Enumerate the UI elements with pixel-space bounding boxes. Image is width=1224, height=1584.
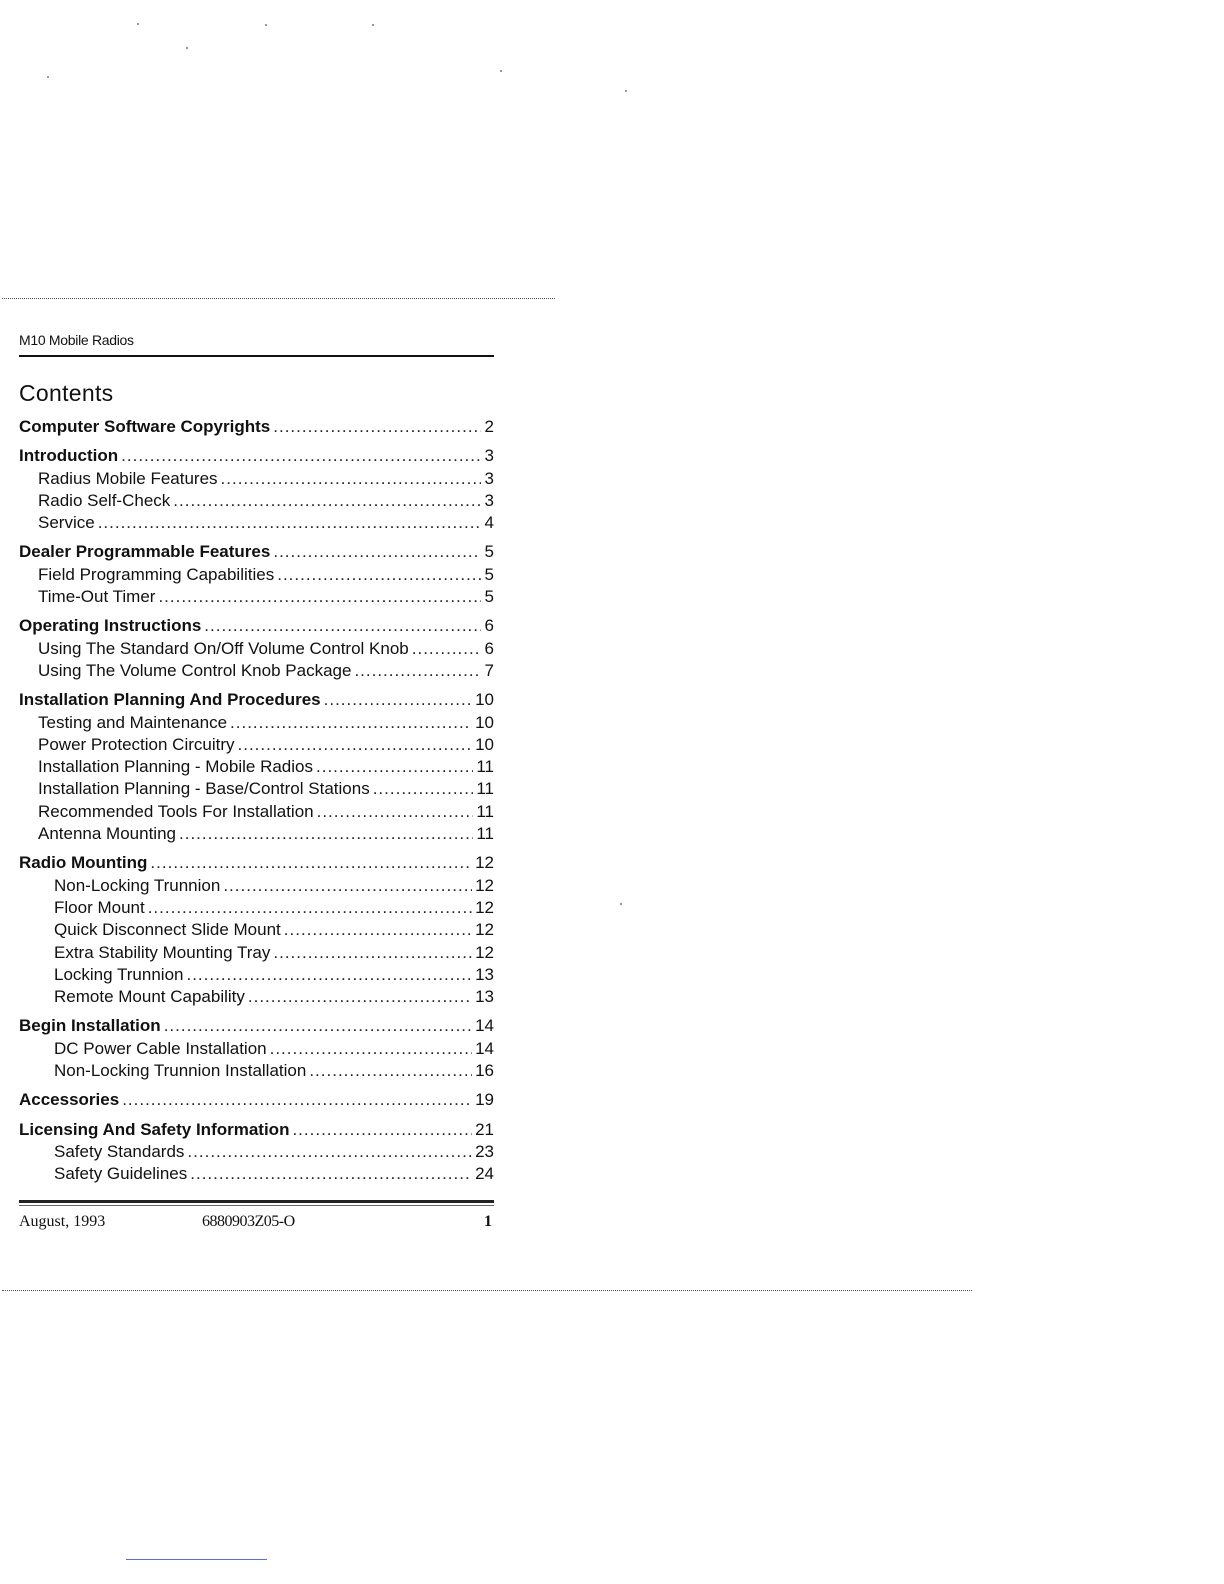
dot-leader — [164, 1015, 472, 1037]
dot-leader — [98, 512, 481, 534]
footer-rule — [19, 1200, 494, 1203]
dot-leader — [186, 964, 472, 986]
dot-leader — [273, 942, 472, 964]
toc-entry-title: Operating Instructions — [19, 616, 202, 636]
toc-section — [19, 416, 494, 438]
toc-page-number: 10 — [475, 690, 494, 710]
scan-speck — [372, 24, 374, 26]
dot-leader — [221, 468, 481, 490]
footer-rule-thin — [19, 1205, 494, 1206]
toc-subentry[interactable] — [19, 564, 494, 586]
toc-page-number: 6 — [484, 616, 494, 636]
toc-page-number: 5 — [484, 564, 494, 584]
toc-page-number: 11 — [476, 757, 494, 777]
toc-entry-title: Computer Software Copyrights — [19, 417, 271, 436]
toc-entry-title: Licensing And Safety Information — [19, 1119, 290, 1139]
toc-page-number: 6 — [484, 638, 494, 658]
scan-speck — [500, 70, 502, 72]
toc-section — [19, 541, 494, 608]
dot-leader — [284, 919, 472, 941]
toc-entry-title: Using The Volume Control Knob Package — [38, 660, 352, 680]
toc-subentry[interactable] — [19, 660, 494, 682]
toc-section-heading[interactable] — [19, 1089, 494, 1111]
toc-section — [19, 1015, 494, 1082]
toc-page-number: 4 — [484, 513, 494, 533]
running-header: M10 Mobile Radios — [19, 332, 134, 348]
scan-speck — [620, 903, 622, 905]
dot-leader — [277, 564, 481, 586]
toc-entry-title: Non-Locking Trunnion — [54, 875, 221, 895]
toc-page-number: 12 — [475, 897, 494, 917]
dot-leader — [148, 897, 472, 919]
toc-section — [19, 615, 494, 682]
toc-entry-title: Installation Planning And Procedures — [19, 690, 321, 710]
toc-subentry[interactable] — [19, 734, 494, 756]
toc-subentry[interactable] — [19, 986, 494, 1008]
toc-page-number: 19 — [475, 1090, 494, 1110]
footer-page-number: 1 — [484, 1212, 492, 1230]
scan-bottom-mark — [126, 1559, 267, 1560]
toc-entry-title: Power Protection Circuitry — [38, 734, 235, 754]
toc-section — [19, 1089, 494, 1111]
toc-page-number: 5 — [484, 542, 494, 562]
toc-page-number: 24 — [475, 1164, 494, 1184]
toc-entry-title: Accessories — [19, 1090, 120, 1110]
toc-subentry[interactable] — [19, 823, 494, 845]
header-rule — [19, 355, 494, 357]
toc-entry-title: Time-Out Timer — [38, 587, 156, 607]
dot-leader — [122, 1089, 472, 1111]
toc-entry-title: Radio Self-Check — [38, 490, 171, 510]
toc-entry-title: Quick Disconnect Slide Mount — [54, 920, 281, 940]
scan-speck — [47, 76, 49, 78]
toc-section-heading[interactable] — [19, 852, 494, 874]
dot-leader — [223, 875, 472, 897]
toc-section — [19, 852, 494, 1008]
toc-entry-title: Locking Trunnion — [54, 964, 184, 984]
toc-section — [19, 689, 494, 845]
toc-page-number: 14 — [475, 1016, 494, 1036]
toc-subentry[interactable] — [19, 1060, 494, 1082]
toc-section-heading[interactable] — [19, 541, 494, 563]
toc-section — [19, 445, 494, 534]
toc-entry-title: Dealer Programmable Features — [19, 542, 271, 562]
dot-leader — [373, 778, 474, 800]
toc-entry-title: Introduction — [19, 446, 119, 466]
toc-entry-title: Extra Stability Mounting Tray — [54, 942, 271, 962]
dot-leader — [230, 712, 472, 734]
dot-leader — [238, 734, 473, 756]
toc-entry-title: Remote Mount Capability — [54, 987, 245, 1007]
toc-page-number: 12 — [475, 942, 494, 962]
toc-subentry[interactable] — [19, 712, 494, 734]
dot-leader — [273, 541, 481, 563]
toc-section — [19, 1119, 494, 1186]
contents-page — [19, 322, 494, 1237]
toc-page-number: 5 — [484, 587, 494, 607]
toc-section-heading[interactable] — [19, 416, 494, 438]
toc-subentry[interactable] — [19, 638, 494, 660]
toc-page-number: 16 — [475, 1061, 494, 1081]
toc-subentry[interactable] — [19, 875, 494, 897]
toc-subentry[interactable] — [19, 897, 494, 919]
dot-leader — [121, 445, 481, 467]
toc-entry-title: Safety Guidelines — [54, 1164, 188, 1184]
toc-subentry[interactable] — [19, 512, 494, 534]
toc-section-heading[interactable] — [19, 615, 494, 637]
dot-leader — [324, 689, 472, 711]
dot-leader — [150, 852, 472, 874]
toc-page-number: 21 — [475, 1119, 494, 1139]
toc-section-heading[interactable] — [19, 445, 494, 467]
dot-leader — [273, 416, 481, 438]
toc-page-number: 11 — [476, 824, 494, 844]
toc-entry-title: Installation Planning - Base/Control Stations — [38, 779, 370, 799]
toc-page-number: 12 — [475, 920, 494, 940]
dot-leader — [173, 490, 481, 512]
toc-subentry[interactable] — [19, 1163, 494, 1185]
toc-entry-title: Radius Mobile Features — [38, 468, 218, 488]
toc-page-number: 10 — [475, 734, 494, 754]
scan-speck — [625, 90, 627, 92]
toc-page-number: 10 — [475, 712, 494, 732]
toc-section-heading[interactable] — [19, 1015, 494, 1037]
toc-entry-title: Field Programming Capabilities — [38, 564, 275, 584]
dot-leader — [190, 1163, 472, 1185]
toc-page-number: 14 — [475, 1038, 494, 1058]
toc-page-number: 11 — [476, 801, 494, 821]
toc-subentry[interactable] — [19, 919, 494, 941]
toc-page-number: 3 — [484, 446, 494, 466]
dot-leader — [179, 823, 473, 845]
toc-entry-title: Testing and Maintenance — [38, 712, 228, 732]
toc-subentry[interactable] — [19, 1038, 494, 1060]
toc-page-number: 13 — [475, 987, 494, 1007]
scan-edge-top — [2, 298, 555, 299]
dot-leader — [158, 586, 481, 608]
toc-subentry[interactable] — [19, 756, 494, 778]
toc-subentry[interactable] — [19, 586, 494, 608]
footer-date: August, 1993 — [19, 1212, 106, 1230]
toc-subentry[interactable] — [19, 1141, 494, 1163]
toc-entry-title: Using The Standard On/Off Volume Control Knob — [38, 638, 409, 658]
scan-edge-bottom — [2, 1290, 972, 1291]
dot-leader — [412, 638, 481, 660]
toc-subentry[interactable] — [19, 964, 494, 986]
page-footer — [19, 1213, 494, 1237]
toc-subentry[interactable] — [19, 778, 494, 800]
toc-section-heading[interactable] — [19, 689, 494, 711]
toc-subentry[interactable] — [19, 942, 494, 964]
dot-leader — [187, 1141, 472, 1163]
toc-page-number: 2 — [484, 417, 494, 436]
scan-speck — [265, 24, 267, 26]
toc-entry-title: Begin Installation — [19, 1016, 161, 1036]
toc-subentry[interactable] — [19, 801, 494, 823]
scan-speck — [186, 47, 188, 49]
toc-entry-title: Installation Planning - Mobile Radios — [38, 757, 313, 777]
footer-doc-number: 6880903Z05-O — [202, 1212, 295, 1230]
dot-leader — [204, 615, 481, 637]
scan-speck — [137, 23, 139, 25]
toc-subentry[interactable] — [19, 490, 494, 512]
toc-entry-title: Non-Locking Trunnion Installation — [54, 1061, 307, 1081]
toc-page-number: 13 — [475, 964, 494, 984]
toc-entry-title: Safety Standards — [54, 1141, 185, 1161]
toc-page-number: 11 — [476, 779, 494, 799]
toc-page-number: 12 — [475, 875, 494, 895]
dot-leader — [270, 1038, 472, 1060]
toc-entry-title: Antenna Mounting — [38, 824, 176, 844]
dot-leader — [317, 801, 474, 823]
toc-page-number: 3 — [484, 490, 494, 510]
toc-subentry[interactable] — [19, 468, 494, 490]
toc-entry-title: Radio Mounting — [19, 853, 148, 873]
dot-leader — [309, 1060, 472, 1082]
toc-section-heading[interactable] — [19, 1119, 494, 1141]
toc-page-number: 7 — [484, 660, 494, 680]
dot-leader — [354, 660, 481, 682]
toc-entry-title: Service — [38, 513, 95, 533]
toc-page-number: 12 — [475, 853, 494, 873]
toc-page-number: 23 — [475, 1141, 494, 1161]
table-of-contents — [19, 416, 494, 1186]
toc-entry-title: DC Power Cable Installation — [54, 1038, 267, 1058]
dot-leader — [248, 986, 472, 1008]
toc-entry-title: Recommended Tools For Installation — [38, 801, 314, 821]
toc-entry-title: Floor Mount — [54, 897, 145, 917]
dot-leader — [316, 756, 473, 778]
dot-leader — [292, 1119, 472, 1141]
toc-page-number: 3 — [484, 468, 494, 488]
page-title: Contents — [19, 380, 114, 406]
